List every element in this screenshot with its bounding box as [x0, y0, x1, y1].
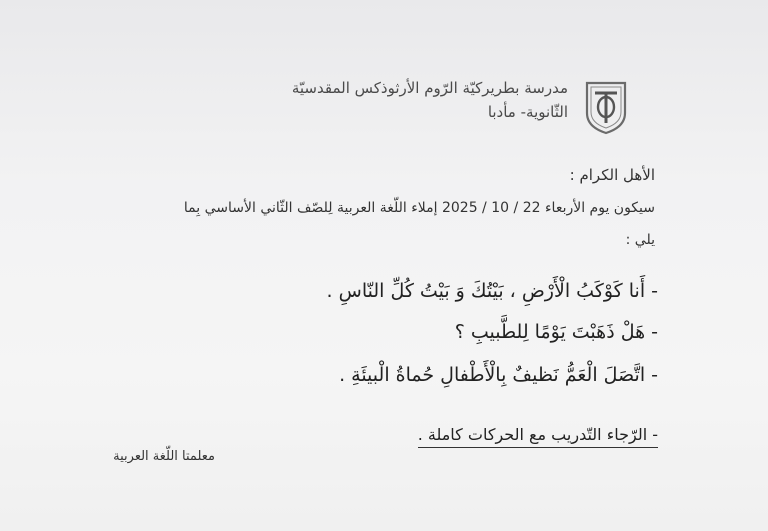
school-name: مدرسة بطريركيّة الرّوم الأرثوذكس المقدسيّة [291, 79, 568, 97]
dictation-sentence-1: - أَنا كَوْكَبُ الْأَرْضِ ، بَيْتُكَ وَ بَيْتُ كُلِّ النّاسِ . [326, 280, 658, 302]
dictation-sentence-3: - اتَّصَلَ الْعَمُّ نَظيفٌ بِالْأَطْفالِ حُماةُ الْبيئَةِ . [339, 364, 658, 386]
notice-line-2: يلي : [625, 232, 655, 248]
school-crest-icon [583, 79, 629, 135]
practice-instruction: - الرّجاء التّدريب مع الحركات كاملة . [418, 425, 658, 448]
teacher-signature: معلمتا اللّغة العربية [113, 449, 215, 464]
dictation-sentence-2: - هَلْ ذَهَبْتَ يَوْمًا لِلطَّبيبِ ؟ [454, 321, 658, 343]
letter-greeting: الأهل الكرام : [569, 166, 655, 184]
notice-line-1: سيكون يوم الأربعاء 22 / 10 / 2025 إملاء اللّغة العربية لِلصّف الثّاني الأساسي بِما [183, 200, 655, 216]
school-branch: الثّانوية- مأدبا [487, 103, 568, 121]
